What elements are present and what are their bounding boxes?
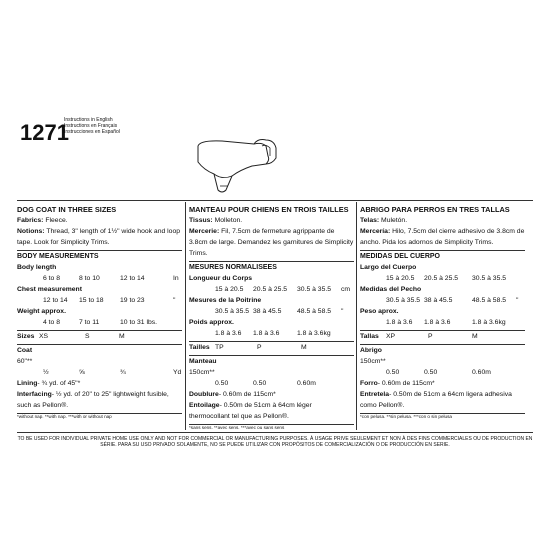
footnote: *sans sens. **avec sens. ***avec ou sans sens (189, 425, 285, 430)
interfacing-line: Entoilage- 0.50m de 51cm à 64cm léger thermocollant tel que as Pellon®. (189, 402, 312, 420)
weight-values: 1.8 à 3.6 1.8 à 3.6 1.8 à 3.6kg (215, 330, 331, 337)
language-list (64, 117, 120, 135)
coat-values: ½ ⅝ ¾ Yd (43, 369, 182, 376)
weight-label: Weight approx. (17, 308, 66, 315)
body-length-values: 15 à 20.5 20.5 à 25.5 30.5 à 35.5 (386, 275, 507, 282)
coat-values: 0.50 0.50 0.60m (215, 380, 316, 387)
body-length-label: Largo del Cuerpo (360, 264, 417, 271)
chest-values: 30.5 à 35.5 38 à 45.5 48.5 à 58.5 " (215, 308, 344, 315)
footnote: *without nap. **with nap. ***with or without nap (17, 414, 112, 419)
language-english: Instructions in English (64, 117, 113, 123)
column-divider (356, 202, 357, 430)
coat-width: 150cm** (360, 358, 386, 365)
lining-line: Lining- ¾ yd. of 45"* (17, 380, 81, 387)
body-length-label: Body length (17, 264, 57, 271)
weight-label: Poids approx. (189, 319, 234, 326)
chest-label: Mesures de la Poitrine (189, 297, 262, 304)
interfacing-line: Interfacing- ½ yd. of 20" to 25" lightweight fusible, such as Pellon®. (17, 391, 169, 409)
lining-line: Doublure- 0.60m de 115cm* (189, 391, 276, 398)
sizes-row: Tallas XP P M (360, 333, 478, 340)
lining-line: Forro- 0.60m de 115cm* (360, 380, 435, 387)
body-length-values: 15 à 20.5 20.5 à 25.5 30.5 à 35.5 cm (215, 286, 351, 293)
fabrics-line: Fabrics: Fleece. (17, 217, 68, 224)
coat-label: Manteau (189, 358, 217, 365)
fabrics-line: Telas: Muletón. (360, 217, 408, 224)
language-spanish: Instrucciones en Español (64, 129, 120, 135)
weight-values: 1.8 à 3.6 1.8 à 3.6 1.8 à 3.6kg (386, 319, 506, 326)
sizes-row: Sizes XS S M (17, 333, 125, 340)
english-column (17, 204, 182, 422)
measurements-title: MESURES NORMALISEES (189, 264, 277, 271)
footnote: *con pelusa. **sin pelusa. ***con o sin pelusa (360, 414, 452, 419)
column-divider (185, 202, 186, 430)
fabrics-line: Tissus: Molleton. (189, 217, 243, 224)
notions-line: Mercería: Hilo, 7.5cm del cierre adhesivo de 3.8cm de ancho. Pida los adornos de Simplicity Trims. (360, 228, 525, 246)
chest-values: 12 to 14 15 to 18 19 to 23 " (43, 297, 176, 304)
bottom-rule (17, 432, 533, 433)
legal-english: TO BE USED FOR INDIVIDUAL PRIVATE HOME USE ONLY AND NOT FOR COMMERCIAL OR MANUFACTURING PURPOSES. (17, 436, 309, 442)
measurements-title: BODY MEASUREMENTS (17, 253, 99, 260)
weight-values: 4 to 8 7 to 11 10 to 31 lbs. (43, 319, 158, 326)
body-length-label: Longueur du Corps (189, 275, 253, 282)
measurements-title: MEDIDAS DEL CUERPO (360, 253, 440, 260)
legal-notice (17, 436, 533, 448)
french-column (189, 204, 354, 433)
body-length-values: 6 to 8 8 to 10 12 to 14 In (43, 275, 179, 282)
coat-label: Coat (17, 347, 33, 354)
chest-values: 30.5 à 35.5 38 à 45.5 48.5 à 58.5 " (386, 297, 519, 304)
language-french: Instructions en Français (64, 123, 118, 129)
spanish-column (360, 204, 525, 422)
coat-label: Abrigo (360, 347, 382, 354)
chest-label: Medidas del Pecho (360, 286, 422, 293)
section-title: DOG COAT IN THREE SIZES (17, 205, 117, 214)
notions-line: Notions: Thread, 3" length of 1½" wide hook and loop tape. Look for Simplicity Trims. (17, 228, 181, 246)
legal-french: À USAGE PRIVE SEULEMENT ET NON À DES FINS COMMERCIALES OU DE PRODUCTION EN SÉRIE. (100, 436, 533, 448)
coat-width: 60"** (17, 358, 33, 365)
top-rule (17, 200, 533, 201)
legal-spanish: PARA SU USO PRIVADO SOLAMENTE, NO SE PUEDE UTILIZAR CON PROPÓSITOS DE COMERCIALIZACIÓN O DE PRODUCCIÓN EN SERIE. (118, 442, 450, 448)
pattern-number: 1271 (20, 120, 69, 145)
sizes-row: Tailles TP P M (189, 344, 307, 351)
dog-coat-illustration (192, 136, 292, 198)
notions-line: Mercerie: Fil, 7.5cm de fermeture agrippante de 3.8cm de large. Demandez les garnitures de Simplicity Trims. (189, 228, 354, 257)
coat-values: 0.50 0.50 0.60m (386, 369, 491, 376)
chest-label: Chest measurement (17, 286, 82, 293)
section-title: MANTEAU POUR CHIENS EN TROIS TAILLES (189, 205, 349, 214)
interfacing-line: Entretela- 0.50m de 51cm a 64cm ligera adhesiva como Pellon®. (360, 391, 512, 409)
weight-label: Peso aprox. (360, 308, 399, 315)
coat-width: 150cm** (189, 369, 215, 376)
section-title: ABRIGO PARA PERROS EN TRES TALLAS (360, 205, 510, 214)
